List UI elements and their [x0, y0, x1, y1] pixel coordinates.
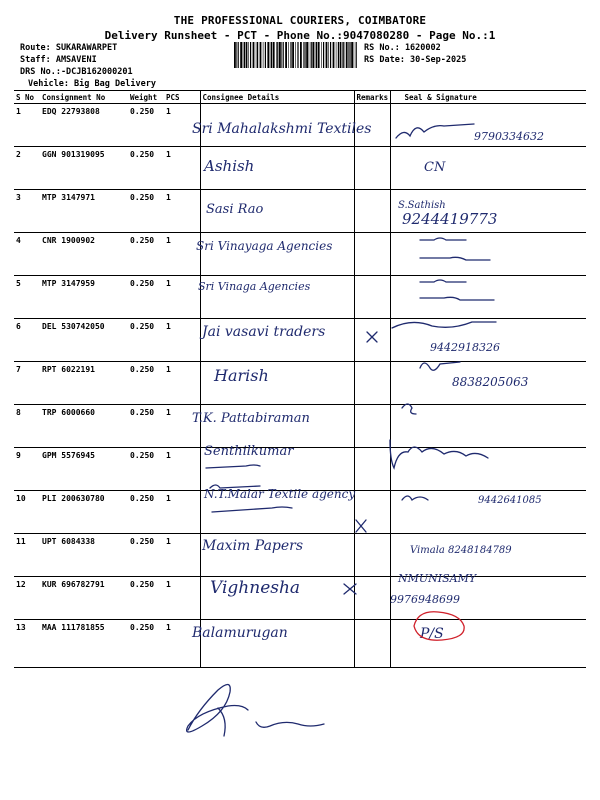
row-weight: 0.250: [128, 190, 164, 233]
row-remarks-cell: [354, 534, 390, 577]
row-consignment-no: MTP 3147971: [40, 190, 128, 233]
row-consignment-no: TRP 6000660: [40, 405, 128, 448]
row-pcs: 1: [164, 104, 200, 147]
row-consignee-cell: [200, 233, 354, 276]
consignee-handwriting: T.K. Pattabiraman: [192, 411, 310, 426]
table-row: [14, 491, 586, 534]
row-seal-cell: [390, 104, 586, 147]
table-row: [14, 147, 586, 190]
row-consignment-no: DEL 530742050: [40, 319, 128, 362]
row-consignee-cell: [200, 104, 354, 147]
row-pcs: 1: [164, 620, 200, 668]
row-sno: 1: [14, 104, 40, 147]
seal-handwriting: 9442918326: [430, 341, 500, 354]
table-row: [14, 620, 586, 668]
table-row: [14, 534, 586, 577]
header-pcs: PCS: [164, 91, 200, 104]
row-consignment-no: EDQ 22793808: [40, 104, 128, 147]
row-sno: 10: [14, 491, 40, 534]
seal-handwriting: 9790334632: [474, 130, 544, 143]
row-sno: 5: [14, 276, 40, 319]
row-remarks-cell: [354, 276, 390, 319]
row-pcs: 1: [164, 276, 200, 319]
row-pcs: 1: [164, 233, 200, 276]
row-seal-cell: [390, 190, 586, 233]
consignee-handwriting: Balamurugan: [192, 625, 288, 641]
row-seal-cell: [390, 577, 586, 620]
row-weight: 0.250: [128, 534, 164, 577]
row-consignment-no: MTP 3147959: [40, 276, 128, 319]
row-sno: 7: [14, 362, 40, 405]
consignee-handwriting: Sri Vinayaga Agencies: [196, 239, 333, 253]
row-consignee-cell: [200, 190, 354, 233]
row-pcs: 1: [164, 534, 200, 577]
row-weight: 0.250: [128, 620, 164, 668]
row-remarks-cell: [354, 577, 390, 620]
drs-number: DRS No.:-DCJB162000201: [20, 67, 133, 77]
row-consignee-cell: [200, 577, 354, 620]
row-remarks-cell: [354, 448, 390, 491]
row-consignee-cell: [200, 620, 354, 668]
row-seal-cell: [390, 276, 586, 319]
staff-label: Staff: AMSAVENI: [20, 55, 97, 65]
consignee-handwriting: Vighnesha: [210, 578, 301, 598]
row-consignee-cell: [200, 362, 354, 405]
row-consignment-no: MAA 111781855: [40, 620, 128, 668]
row-consignee-cell: [200, 491, 354, 534]
row-weight: 0.250: [128, 405, 164, 448]
row-remarks-cell: [354, 405, 390, 448]
row-sno: 9: [14, 448, 40, 491]
row-consignment-no: KUR 696782791: [40, 577, 128, 620]
header-seal: Seal & Signature: [390, 91, 586, 104]
seal-handwriting: 9976948699: [390, 593, 460, 606]
seal-handwriting: Vimala 8248184789: [410, 545, 512, 556]
row-sno: 11: [14, 534, 40, 577]
consignee-handwriting: Jai vasavi traders: [202, 324, 326, 340]
row-consignee-cell: [200, 405, 354, 448]
table-row: [14, 448, 586, 491]
row-remarks-cell: [354, 362, 390, 405]
consignee-handwriting: Ashish: [204, 157, 255, 175]
row-weight: 0.250: [128, 233, 164, 276]
row-remarks-cell: [354, 319, 390, 362]
header-consignee: Consignee Details: [200, 91, 354, 104]
row-sno: 8: [14, 405, 40, 448]
row-remarks-cell: [354, 491, 390, 534]
row-pcs: 1: [164, 319, 200, 362]
table-row: [14, 319, 586, 362]
row-sno: 2: [14, 147, 40, 190]
row-pcs: 1: [164, 362, 200, 405]
table-row: [14, 405, 586, 448]
document-subtitle: Delivery Runsheet - PCT - Phone No.:9047080280 - Page No.:1: [104, 29, 496, 42]
row-seal-cell: [390, 147, 586, 190]
row-pcs: 1: [164, 190, 200, 233]
header-weight: Weight: [128, 91, 164, 104]
row-remarks-cell: [354, 190, 390, 233]
row-remarks-cell: [354, 104, 390, 147]
row-seal-cell: [390, 405, 586, 448]
row-seal-cell: [390, 448, 586, 491]
consignee-handwriting: Harish: [214, 366, 269, 385]
row-consignment-no: GGN 901319095: [40, 147, 128, 190]
row-remarks-cell: [354, 620, 390, 668]
table-header-row: [14, 91, 586, 104]
row-seal-cell: [390, 362, 586, 405]
row-weight: 0.250: [128, 362, 164, 405]
row-sno: 4: [14, 233, 40, 276]
row-pcs: 1: [164, 147, 200, 190]
rs-date: RS Date: 30-Sep-2025: [364, 55, 467, 65]
row-weight: 0.250: [128, 491, 164, 534]
seal-handwriting: NMUNISAMY: [398, 572, 477, 585]
row-remarks-cell: [354, 233, 390, 276]
header-sno: S No: [14, 91, 40, 104]
seal-handwriting: 9442641085: [478, 495, 542, 506]
row-weight: 0.250: [128, 276, 164, 319]
vehicle-label: Vehicle: Big Bag Delivery: [28, 79, 156, 89]
row-consignee-cell: [200, 147, 354, 190]
document-title: THE PROFESSIONAL COURIERS, COIMBATORE: [173, 14, 427, 27]
signature-stroke: [256, 722, 324, 727]
seal-handwriting: S.Sathish: [398, 200, 446, 211]
row-consignee-cell: [200, 534, 354, 577]
row-seal-cell: [390, 534, 586, 577]
row-consignment-no: CNR 1900902: [40, 233, 128, 276]
seal-handwriting: 9244419773: [402, 210, 498, 228]
consignee-handwriting: Sri Vinaga Agencies: [198, 280, 311, 293]
row-sno: 3: [14, 190, 40, 233]
row-consignment-no: PLI 200630780: [40, 491, 128, 534]
row-pcs: 1: [164, 448, 200, 491]
consignee-handwriting: Senthilkumar: [204, 444, 294, 459]
seal-handwriting: P/S: [420, 626, 444, 642]
rs-number: RS No.: 1620002: [364, 43, 441, 53]
header-remarks: Remarks: [354, 91, 390, 104]
row-consignment-no: GPM 5576945: [40, 448, 128, 491]
row-consignee-cell: [200, 448, 354, 491]
row-consignment-no: UPT 6084338: [40, 534, 128, 577]
barcode-image: [234, 42, 358, 68]
row-seal-cell: [390, 620, 586, 668]
header-consignment: Consignment No: [40, 91, 128, 104]
runsheet-table: [14, 90, 586, 668]
signature-stroke: [218, 708, 225, 736]
row-consignment-no: RPT 6022191: [40, 362, 128, 405]
table-row: [14, 190, 586, 233]
row-remarks-cell: [354, 147, 390, 190]
row-seal-cell: [390, 491, 586, 534]
row-sno: 13: [14, 620, 40, 668]
seal-handwriting: CN: [424, 160, 446, 175]
row-sno: 6: [14, 319, 40, 362]
consignee-handwriting: Sasi Rao: [206, 202, 264, 217]
seal-handwriting: 8838205063: [452, 375, 529, 389]
row-weight: 0.250: [128, 319, 164, 362]
row-consignee-cell: [200, 276, 354, 319]
signature-stroke: [187, 684, 248, 732]
row-pcs: 1: [164, 577, 200, 620]
row-sno: 12: [14, 577, 40, 620]
table-row: [14, 276, 586, 319]
table-row: [14, 362, 586, 405]
row-weight: 0.250: [128, 448, 164, 491]
row-pcs: 1: [164, 405, 200, 448]
row-pcs: 1: [164, 491, 200, 534]
table-row: [14, 104, 586, 147]
table-row: [14, 233, 586, 276]
table-row: [14, 577, 586, 620]
row-consignee-cell: [200, 319, 354, 362]
row-weight: 0.250: [128, 147, 164, 190]
row-weight: 0.250: [128, 104, 164, 147]
row-weight: 0.250: [128, 577, 164, 620]
consignee-handwriting: Maxim Papers: [202, 538, 304, 554]
row-seal-cell: [390, 233, 586, 276]
route-label: Route: SUKARAWARPET: [20, 43, 118, 53]
consignee-handwriting: Sri Mahalakshmi Textiles: [192, 121, 372, 137]
row-seal-cell: [390, 319, 586, 362]
consignee-handwriting: N.T.Malar Textile agency: [204, 487, 356, 501]
